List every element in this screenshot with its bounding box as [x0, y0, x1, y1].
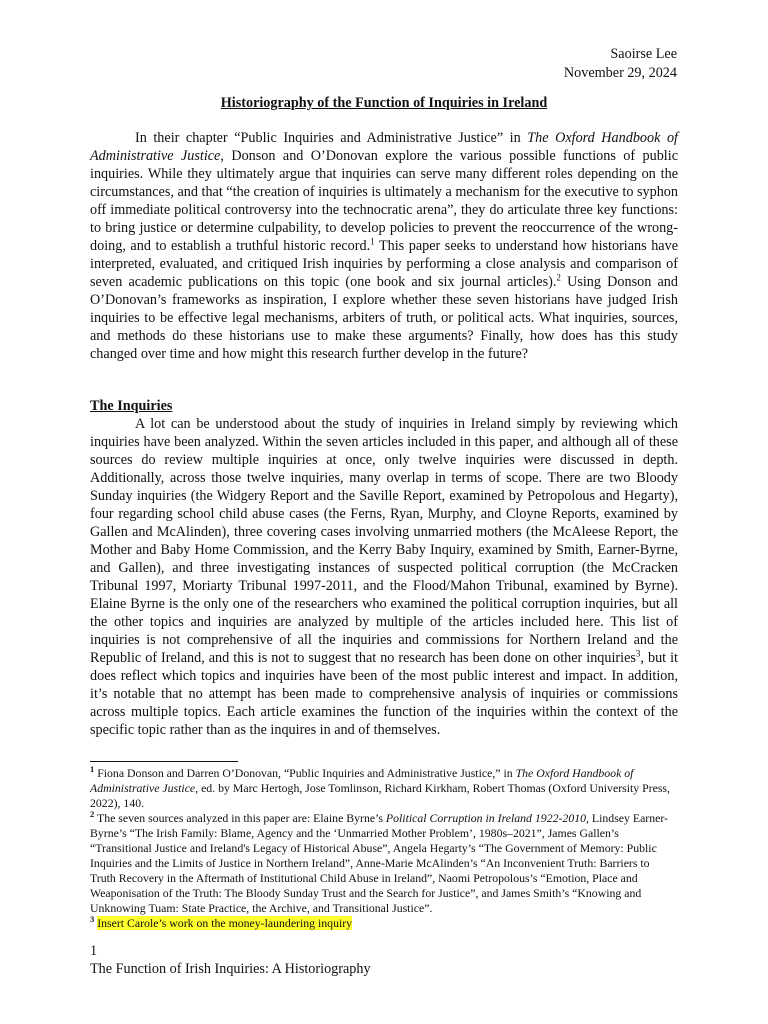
- footnote-1-text-a: Fiona Donson and Darren O’Donovan, “Public Inquiries and Administrative Justice,” in: [94, 766, 516, 780]
- author-name: Saoirse Lee: [610, 46, 677, 62]
- intro-text-3: This paper seeks to understand how historians have interpreted, evaluated, and critiqued Irish inquiries by performing a close analysis and comparison of seven academic publications on this topic (one book and six journal articles).: [90, 238, 678, 290]
- footnote-ref-3[interactable]: 3: [635, 648, 641, 659]
- footnote-2-text-b: , Lindsey Earner-Byrne’s “The Irish Family: Blame, Agency and the ‘Unmarried Mother Problem’, 1980s–2021”, James Gallen’s “Transitional Justice and Ireland's Legacy of Historical Abuse”, Angela Hegarty’s “The Government of Memory: Public Inquiries and the Limits of Justice in Northern Ireland”, Anne-Marie McAlinden’s “An Inconvenient Truth: Barriers to Truth Recovery in the Aftermath of Institutional Child Abuse in Ireland”, Naomi Petropolous’s “Emotion, Place and Weaponisation of the Truth: The Bloody Sunday Trust and the Search for Justice”, and James Smith’s “Knowing and Unknowing Tuam: State Practice, the Archive, and Transitional Justice”.: [90, 811, 668, 915]
- footnote-ref-1[interactable]: 1: [370, 236, 375, 247]
- footnote-1-book: The Oxford Handbook of Administrative Justice: [90, 766, 634, 795]
- intro-paragraph: [90, 129, 678, 363]
- footnote-1: [90, 766, 678, 811]
- footnote-1-text-b: , ed. by Marc Hertogh, Jose Tomlinson, Richard Kirkham, Robert Thomas (Oxford University Press, 2022), 140.: [90, 781, 670, 810]
- footnote-3-highlighted-text: Insert Carole’s work on the money-laundering inquiry: [97, 916, 353, 930]
- section-heading: The Inquiries: [90, 398, 173, 414]
- author-date-block: [564, 45, 677, 83]
- running-footer-title: The Function of Irish Inquiries: A Historiography: [90, 961, 371, 977]
- page-number: 1: [90, 943, 98, 959]
- inquiries-paragraph: [90, 415, 678, 739]
- footnote-2: [90, 811, 678, 916]
- footnotes: [90, 766, 678, 931]
- intro-text-1: In their chapter “Public Inquiries and Administrative Justice” in: [135, 130, 528, 146]
- footnote-ref-2[interactable]: 2: [556, 272, 561, 283]
- intro-text-4: Using Donson and O’Donovan’s frameworks as inspiration, I explore whether these seven historians have judged Irish inquiries to be effective legal mechanisms, arbiters of truth, or political acts. What inquiries, sources, and methods do these historians use to make these arguments? Finally, how does has this study changed over time and how might this research further develop in the future?: [90, 274, 678, 362]
- inquiries-text-1: A lot can be understood about the study of inquiries in Ireland simply by reviewing which inquiries have been analyzed. Within the seven articles included in this paper, and although all of these sources do review multiple inquiries at once, only twelve inquiries were discussed in depth. Additionally, across those twelve inquiries, many overlap in terms of scope. There are two Bloody Sunday inquiries (the Widgery Report and the Saville Report, examined by Petropolous and Hegarty), four regarding school child abuse cases (the Ferns, Ryan, Murphy, and Cloyne Reports, examined by Gallen and McAlinden), three covering cases involving unmarried mothers (the McAleese Report, the Mother and Baby Home Commission, and the Kerry Baby Inquiry, examined by Smith, Earner-Byrne, and Gallen), and three investigating instances of suspected political corruption (the McCracken Tribunal 1997, Moriarty Tribunal 1997-2011, and the Flood/Mahon Tribunal, examined by Byrne). Elaine Byrne is the only one of the researchers who examined the political corruption inquiries, but all the other topics and inquiries are analyzed by multiple of the articles included here. This list of inquiries is not comprehensive of all the inquiries and commissions for Northern Ireland and the Republic of Ireland, and this is not to suggest that no research has been done on other inquiries: [90, 416, 678, 666]
- footnote-3-number: 3: [90, 914, 95, 925]
- footnote-2-text-a: The seven sources analyzed in this paper are: Elaine Byrne’s: [94, 811, 386, 825]
- footnote-2-number: 2: [90, 809, 95, 820]
- intro-text-2: , Donson and O’Donovan explore the various possible functions of public inquiries. While they ultimately argue that inquiries can serve many different roles depending on the circumstances, and that “the creation of inquiries is ultimately a mechanism for the executive to syphon off immediate political controversy into the technocratic arena”, they do articulate three key functions: to bring justice or determine culpability, to develop policies to prevent the reoccurrence of the wrong-doing, and to establish a truthful historic record.: [90, 148, 678, 254]
- footnote-2-book: Political Corruption in Ireland 1922-2010: [385, 811, 587, 825]
- inquiries-text-2: , but it does reflect which topics and inquiries have been of the most public interest and impact. In addition, it’s notable that no attempt has been made to comprehensive analysis of inquiries or commissions across multiple topics. Each article examines the function of the inquiries within the context of the specific topic rather than as the inquires in and of themselves.: [90, 650, 678, 738]
- footnote-3: [90, 916, 678, 931]
- intro-book-title: The Oxford Handbook of Administrative Justice: [90, 130, 679, 164]
- footnote-1-number: 1: [90, 764, 95, 775]
- document-date: November 29, 2024: [563, 65, 677, 81]
- document-title: Historiography of the Function of Inquiries in Ireland: [220, 95, 548, 111]
- footnote-separator: [90, 761, 238, 762]
